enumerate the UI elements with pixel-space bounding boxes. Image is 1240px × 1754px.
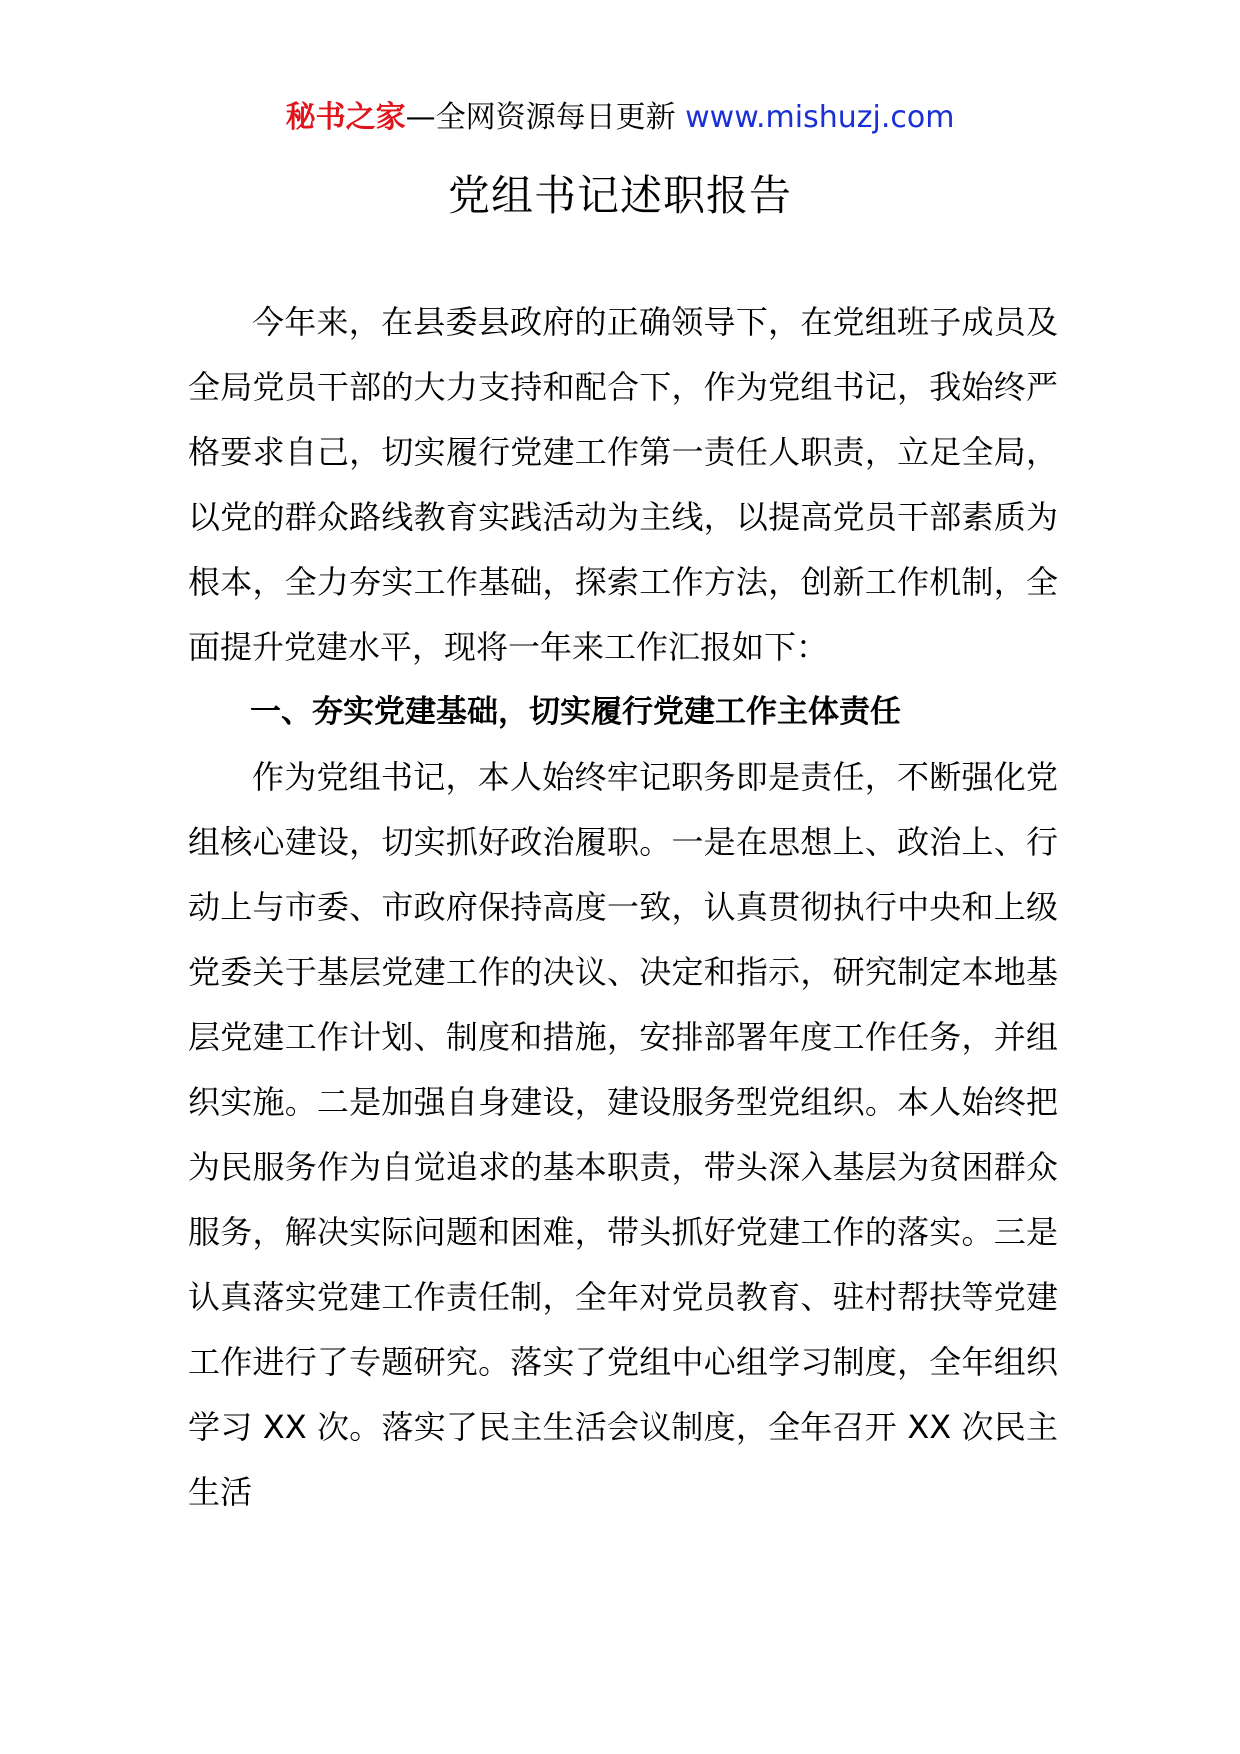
section-heading: 一、夯实党建基础，切实履行党建工作主体责任	[250, 694, 901, 730]
header-tagline: —全网资源每日更新	[405, 100, 686, 135]
site-url-link[interactable]: www.mishuzj.com	[685, 100, 955, 135]
site-header	[0, 98, 1240, 138]
brand-name: 秘书之家	[285, 100, 406, 135]
document-body	[188, 290, 1058, 1525]
intro-paragraph: 今年来，在县委县政府的正确领导下，在党组班子成员及全局党员干部的大力支持和配合下，作为党组书记，我始终严格要求自己，切实履行党建工作第一责任人职责，立足全局，以党的群众路线教育实践活动为主线，以提高党员干部素质为根本，全力夯实工作基础，探索工作方法，创新工作机制，全面提升党建水平，现将一年来工作汇报如下：	[188, 303, 1058, 666]
body-paragraph: 作为党组书记，本人始终牢记职务即是责任，不断强化党组核心建设，切实抓好政治履职。一是在思想上、政治上、行动上与市委、市政府保持高度一致，认真贯彻执行中央和上级党委关于基层党建工作的决议、决定和指示，研究制定本地基层党建工作计划、制度和措施，安排部署年度工作任务，并组织实施。二是加强自身建设，建设服务型党组织。本人始终把为民服务作为自觉追求的基本职责，带头深入基层为贫困群众服务，解决实际问题和困难，带头抓好党建工作的落实。三是认真落实党建工作责任制，全年对党员教育、驻村帮扶等党建工作进行了专题研究。落实了党组中心组学习制度，全年组织学习 XX 次。落实了民主生活会议制度，全年召开 XX 次民主生活	[188, 758, 1058, 1511]
document-title: 党组书记述职报告	[447, 171, 792, 220]
